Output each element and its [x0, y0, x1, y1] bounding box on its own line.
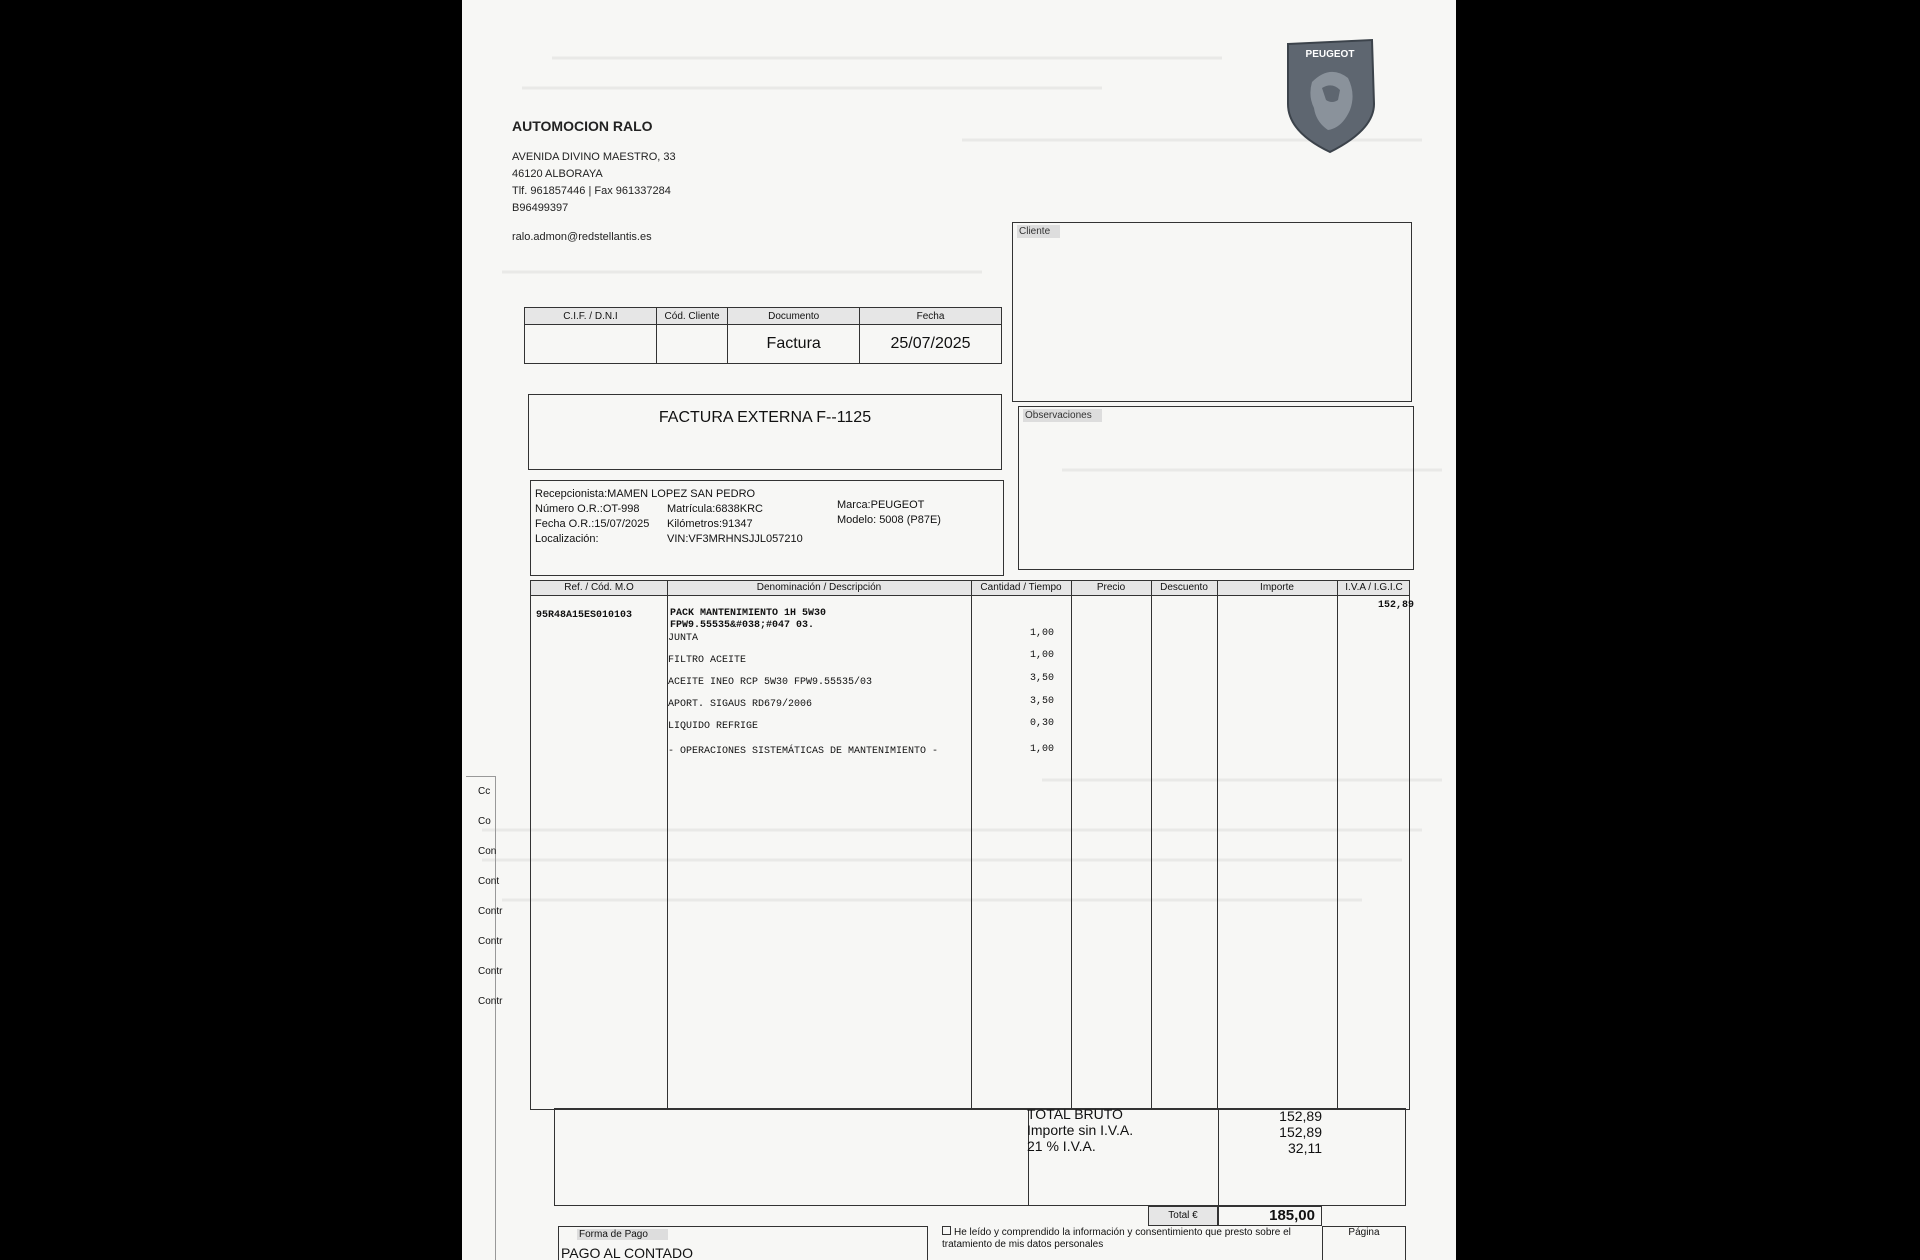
- company-name: AUTOMOCION RALO: [512, 118, 653, 134]
- line-ref: 95R48A15ES010103: [536, 610, 633, 621]
- header-precio: Precio: [1096, 582, 1126, 593]
- fecha-value: 25/07/2025: [860, 325, 1002, 364]
- invoice-title-box: [528, 394, 1002, 470]
- peugeot-logo: [1282, 38, 1378, 154]
- brand-logo-text: PEUGEOT: [1305, 49, 1355, 60]
- repair-order-box: [530, 480, 1004, 576]
- line-qty: 3,50: [1029, 673, 1054, 684]
- line-desc: PACK MANTENIMIENTO 1H 5W30: [670, 608, 827, 619]
- line-items-header: [531, 581, 1409, 596]
- company-email: ralo.admon@redstellantis.es: [512, 231, 652, 243]
- consent-checkbox[interactable]: [942, 1226, 951, 1235]
- line-desc: FILTRO ACEITE: [668, 655, 747, 666]
- line-importe: 152,89: [1377, 600, 1414, 611]
- underlying-page-strip: [466, 776, 503, 1260]
- line-desc: - OPERACIONES SISTEMÁTICAS DE MANTENIMIENTO -: [668, 746, 939, 757]
- importe-sin-iva-value: 152,89: [1279, 1124, 1322, 1140]
- col-documento: Documento: [728, 308, 860, 325]
- header-descripcion: Denominación / Descripción: [756, 582, 882, 593]
- invoice-paper: [462, 0, 1456, 1260]
- numero-or: Número O.R.:OT-998: [535, 503, 640, 515]
- recepcionista: Recepcionista:MAMEN LOPEZ SAN PEDRO: [535, 488, 756, 500]
- fecha-or: Fecha O.R.:15/07/2025: [535, 518, 650, 530]
- strip-text: Co: [478, 816, 491, 827]
- strip-text: Con: [478, 846, 497, 857]
- iva-value: 32,11: [1288, 1140, 1322, 1156]
- total-label: Total €: [1148, 1206, 1218, 1226]
- strip-text: Cont: [478, 876, 500, 887]
- col-divider: [1071, 581, 1072, 1109]
- observations-box: [1018, 406, 1414, 570]
- total-bruto-label: TOTAL BRUTO: [1027, 1106, 1123, 1122]
- header-ref: Ref. / Cód. M.O: [564, 582, 634, 593]
- strip-text: Contr: [478, 966, 503, 977]
- col-divider: [1151, 581, 1152, 1109]
- iva-label: 21 % I.V.A.: [1027, 1138, 1096, 1154]
- vin: VIN:VF3MRHNSJJL057210: [667, 533, 803, 545]
- importe-sin-iva-label: Importe sin I.V.A.: [1027, 1122, 1134, 1138]
- invoice-title: FACTURA EXTERNA F--1125: [658, 409, 872, 426]
- total-value: 185,00: [1218, 1206, 1322, 1226]
- line-items-table: [530, 580, 1410, 1110]
- line-qty: 0,30: [1029, 718, 1054, 729]
- total-bruto-value: 152,89: [1279, 1108, 1322, 1124]
- consent-text: He leído y comprendido la información y consentimiento que presto sobre el tratamiento de mis datos personales: [942, 1227, 1291, 1250]
- modelo: Modelo: 5008 (P87E): [837, 514, 941, 526]
- strip-text: Contr: [478, 906, 503, 917]
- payment-box: [558, 1226, 928, 1260]
- consent-text-block: [942, 1226, 1302, 1260]
- col-divider: [1217, 581, 1218, 1109]
- strip-text: Contr: [478, 936, 503, 947]
- kilometros: Kilómetros:91347: [667, 518, 753, 530]
- line-desc-2: FPW9.55535&#038;#047 03.: [670, 620, 815, 631]
- strip-text: Cc: [478, 786, 491, 797]
- documento-value: Factura: [728, 325, 860, 364]
- localizacion: Localización:: [535, 533, 599, 545]
- header-iva: I.V.A / I.G.I.C: [1345, 582, 1403, 593]
- header-descuento: Descuento: [1160, 582, 1208, 593]
- company-cif: B96499397: [512, 202, 569, 214]
- line-qty: 3,50: [1029, 696, 1054, 707]
- header-cantidad: Cantidad / Tiempo: [980, 582, 1062, 593]
- client-label: Cliente: [1017, 225, 1060, 238]
- matricula: Matrícula:6838KRC: [667, 503, 763, 515]
- line-desc: ACEITE INEO RCP 5W30 FPW9.55535/03: [668, 677, 873, 688]
- strip-text: Contr: [478, 996, 503, 1007]
- header-importe: Importe: [1260, 582, 1294, 593]
- company-address: AVENIDA DIVINO MAESTRO, 33: [512, 151, 676, 163]
- observations-label: Observaciones: [1023, 409, 1102, 422]
- line-qty: 1,00: [1029, 744, 1054, 755]
- marca: Marca:PEUGEOT: [837, 499, 925, 511]
- line-desc: APORT. SIGAUS RD679/2006: [668, 699, 813, 710]
- col-fecha: Fecha: [860, 308, 1002, 325]
- cif-value: [525, 325, 657, 364]
- company-city: 46120 ALBORAYA: [512, 168, 603, 180]
- document-header-table: [524, 307, 1002, 364]
- col-divider: [971, 581, 972, 1109]
- cod-cliente-value: [656, 325, 727, 364]
- payment-method: PAGO AL CONTADO: [561, 1245, 693, 1260]
- line-qty: 1,00: [1029, 650, 1054, 661]
- col-cif: C.I.F. / D.N.I: [525, 308, 657, 325]
- col-divider: [1337, 581, 1338, 1109]
- client-box: [1012, 222, 1412, 402]
- page-label: Página: [1322, 1226, 1406, 1260]
- company-header: [512, 118, 676, 246]
- line-desc: LIQUIDO REFRIGE: [668, 721, 759, 732]
- col-cod-cliente: Cód. Cliente: [656, 308, 727, 325]
- totals-divider: [1218, 1108, 1219, 1206]
- payment-label: Forma de Pago: [577, 1229, 668, 1240]
- company-phones: Tlf. 961857446 | Fax 961337284: [512, 185, 671, 197]
- line-qty: 1,00: [1029, 628, 1054, 639]
- line-desc: JUNTA: [668, 633, 699, 644]
